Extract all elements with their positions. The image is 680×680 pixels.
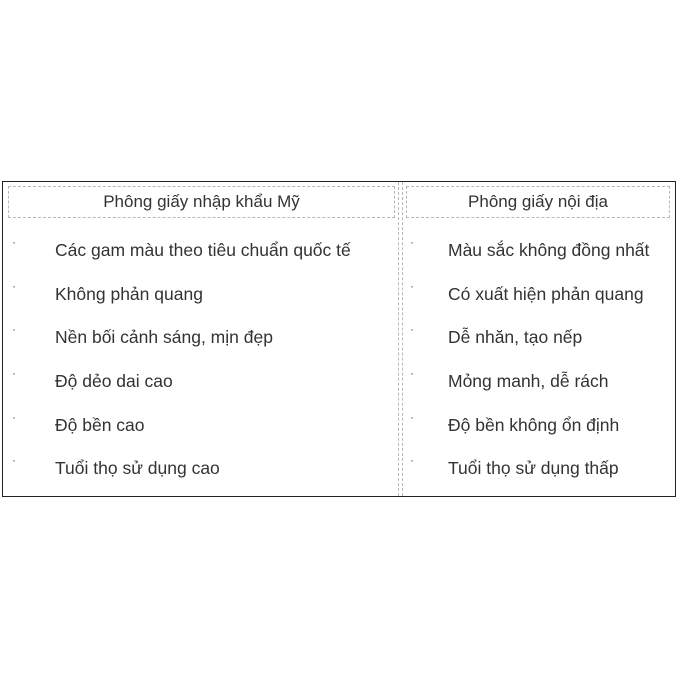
list-item bbox=[401, 229, 675, 273]
bullet-icon: · bbox=[410, 453, 414, 468]
bullet-icon: · bbox=[410, 278, 414, 293]
list-item bbox=[401, 404, 675, 448]
header-imported-paper: Phông giấy nhập khẩu Mỹ bbox=[8, 186, 395, 218]
list-item-text: Độ bền cao bbox=[55, 414, 145, 435]
bullet-icon: · bbox=[12, 409, 16, 424]
bullet-icon: · bbox=[12, 235, 16, 249]
column-domestic-features bbox=[401, 229, 675, 491]
list-item-text: Tuổi thọ sử dụng cao bbox=[55, 458, 220, 479]
list-item bbox=[3, 273, 396, 317]
list-item bbox=[3, 404, 396, 448]
bullet-icon: · bbox=[12, 278, 16, 293]
list-item bbox=[3, 360, 396, 404]
bullet-icon: · bbox=[12, 453, 16, 468]
bullet-icon: · bbox=[12, 366, 16, 381]
list-item bbox=[401, 316, 675, 360]
list-item-text: Dễ nhăn, tạo nếp bbox=[448, 327, 583, 348]
list-item bbox=[401, 447, 675, 491]
list-item-text: Mỏng manh, dễ rách bbox=[448, 371, 609, 392]
list-item-text: Không phản quang bbox=[55, 283, 203, 304]
list-item-text: Độ bền không ổn định bbox=[448, 414, 620, 435]
comparison-table bbox=[2, 181, 676, 497]
list-item bbox=[401, 360, 675, 404]
bullet-icon: · bbox=[410, 235, 414, 249]
list-item-text: Tuổi thọ sử dụng thấp bbox=[448, 458, 619, 479]
bullet-icon: · bbox=[410, 366, 414, 381]
header-domestic-paper: Phông giấy nội địa bbox=[406, 186, 670, 218]
list-item-text: Có xuất hiện phản quang bbox=[448, 283, 644, 304]
bullet-icon: · bbox=[410, 409, 414, 424]
list-item-text: Các gam màu theo tiêu chuẩn quốc tế bbox=[55, 240, 351, 260]
column-imported-features bbox=[3, 229, 396, 491]
list-item bbox=[401, 273, 675, 317]
list-item bbox=[3, 316, 396, 360]
list-item-text: Màu sắc không đồng nhất bbox=[448, 240, 650, 260]
list-item bbox=[3, 229, 396, 273]
bullet-icon: · bbox=[410, 322, 414, 337]
list-item-text: Nền bối cảnh sáng, mịn đẹp bbox=[55, 327, 273, 348]
list-item bbox=[3, 447, 396, 491]
list-item-text: Độ dẻo dai cao bbox=[55, 371, 173, 392]
bullet-icon: · bbox=[12, 322, 16, 337]
